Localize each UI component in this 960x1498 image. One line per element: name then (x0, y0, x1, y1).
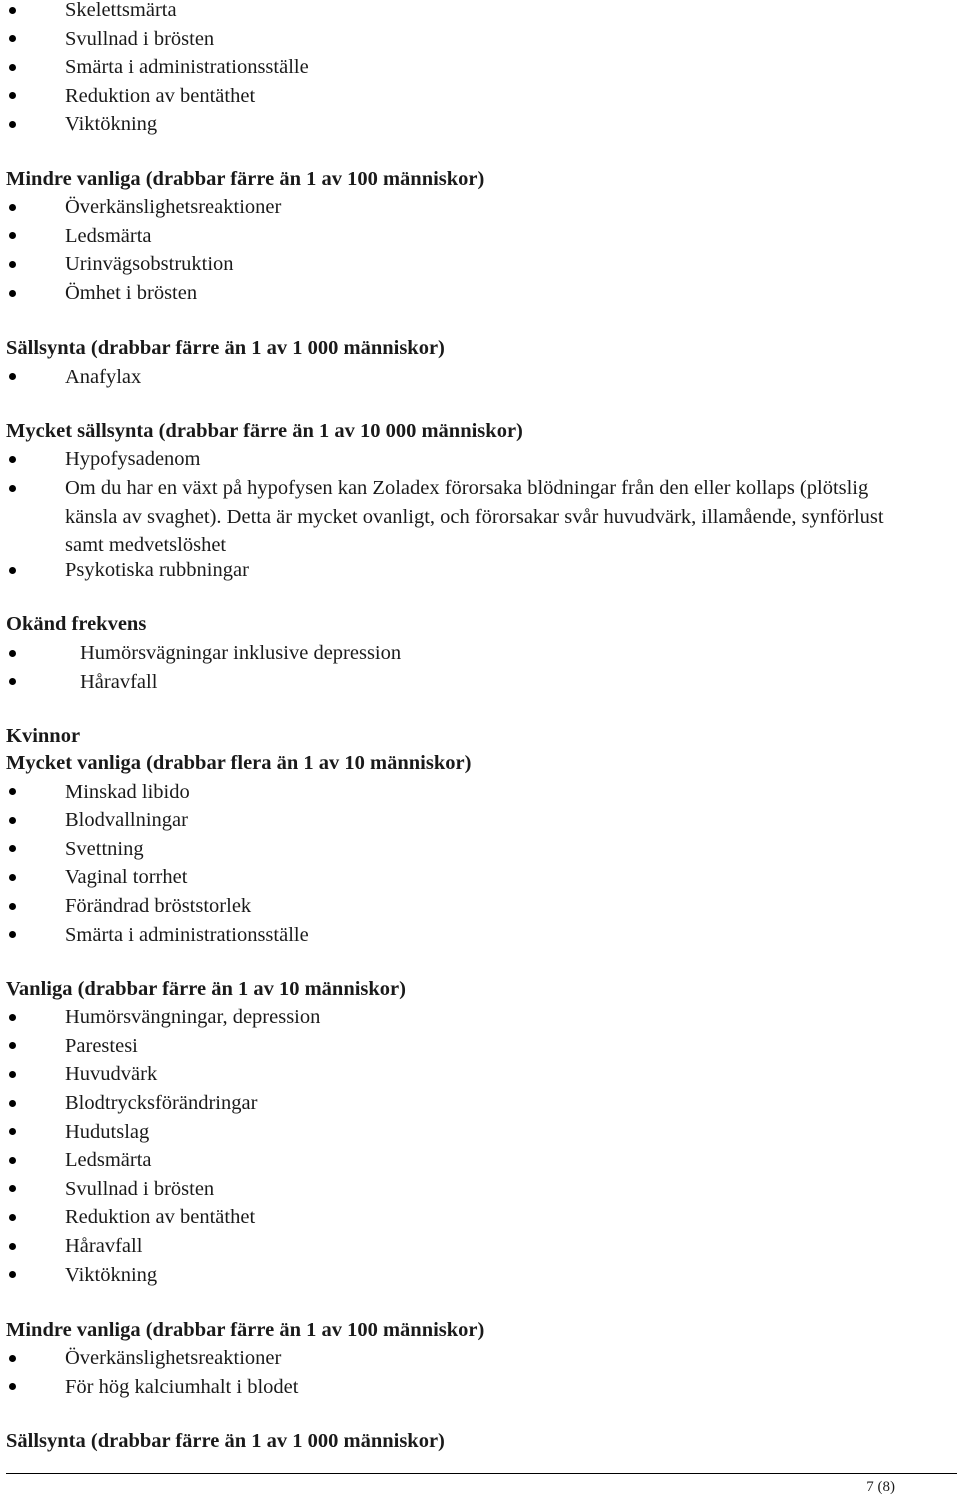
bullet (9, 678, 16, 685)
bullet (9, 92, 16, 99)
footer-rule (6, 1473, 957, 1474)
list-item: Vaginal torrhet (65, 863, 900, 892)
list-item: Svettning (65, 835, 900, 864)
bullet (9, 121, 16, 128)
bullet (9, 1243, 16, 1250)
bullet (9, 1128, 16, 1135)
bullet (9, 817, 16, 824)
list-item: Viktökning (65, 1261, 900, 1290)
bullet (9, 290, 16, 297)
page-number: 7 (8) (866, 1479, 895, 1495)
list-item: Skelettsmärta (65, 0, 900, 25)
bullet (9, 1355, 16, 1362)
bullet (9, 1100, 16, 1107)
section-heading: Mycket vanliga (drabbar flera än 1 av 10 människor) (6, 752, 472, 774)
bullet (9, 1214, 16, 1221)
list-item: Hypofysadenom (65, 445, 900, 474)
bullet (9, 485, 16, 492)
list-item: Smärta i administrationsställe (65, 921, 900, 950)
list-item: Svullnad i brösten (65, 1175, 900, 1204)
bullet (9, 456, 16, 463)
section-heading: Mindre vanliga (drabbar färre än 1 av 100 människor) (6, 167, 485, 190)
section-heading: Sällsynta (drabbar färre än 1 av 1 000 människor) (6, 1430, 445, 1453)
list-item: Reduktion av bentäthet (65, 1203, 900, 1232)
list-item: Smärta i administrationsställe (65, 53, 900, 82)
list-item: Förändrad bröststorlek (65, 892, 900, 921)
list-item: Anafylax (65, 363, 900, 392)
list-item: Ledsmärta (65, 222, 900, 251)
bullet (9, 903, 16, 910)
bullet (9, 373, 16, 380)
bullet (9, 35, 16, 42)
bullet (9, 232, 16, 239)
bullet (9, 64, 16, 71)
bullet (9, 261, 16, 268)
bullet (9, 931, 16, 938)
list-item: Blodvallningar (65, 806, 900, 835)
list-item: Parestesi (65, 1032, 900, 1061)
bullet (9, 7, 16, 14)
list-item: Överkänslighetsreaktioner (65, 1344, 900, 1373)
list-item: Psykotiska rubbningar (65, 556, 900, 585)
list-item: Urinvägsobstruktion (65, 250, 900, 279)
list-item: Håravfall (65, 1232, 900, 1261)
bullet (9, 1071, 16, 1078)
section-heading: Mindre vanliga (drabbar färre än 1 av 100 människor) (6, 1318, 485, 1341)
list-item: Om du har en växt på hypofysen kan Zoladex förorsaka blödningar från den eller kollaps (plötslig känsla av svaghet). Detta är mycket ovanligt, och förorsakar svår huvudvärk, illamående, synförlust samt medvetslöshet (65, 474, 900, 560)
list-item: Ömhet i brösten (65, 279, 900, 308)
list-item: Reduktion av bentäthet (65, 82, 900, 111)
list-item: Överkänslighetsreaktioner (65, 193, 900, 222)
list-item: Hudutslag (65, 1118, 900, 1147)
bullet (9, 1042, 16, 1049)
bullet (9, 567, 16, 574)
list-item: Ledsmärta (65, 1146, 900, 1175)
section-heading: Kvinnor (6, 724, 81, 747)
list-item: Minskad libido (65, 778, 900, 807)
list-item: Humörsvängningar, depression (65, 1003, 900, 1032)
bullet (9, 1157, 16, 1164)
list-item: Huvudvärk (65, 1060, 900, 1089)
list-item: Viktökning (65, 110, 900, 139)
list-item: För hög kalciumhalt i blodet (65, 1373, 900, 1402)
bullet (9, 788, 16, 795)
list-item: Humörsvägningar inklusive depression (80, 639, 900, 668)
section-heading: Vanliga (drabbar färre än 1 av 10 människor) (6, 977, 406, 1000)
list-item: Håravfall (80, 668, 900, 697)
bullet (9, 1185, 16, 1192)
list-item: Blodtrycksförändringar (65, 1089, 900, 1118)
bullet (9, 204, 16, 211)
bullet (9, 1383, 16, 1390)
bullet (9, 874, 16, 881)
bullet (9, 650, 16, 657)
bullet (9, 1271, 16, 1278)
bullet (9, 1014, 16, 1021)
list-item: Svullnad i brösten (65, 25, 900, 54)
bullet (9, 845, 16, 852)
section-heading: Okänd frekvens (6, 613, 147, 636)
section-heading: Mycket sällsynta (drabbar färre än 1 av 10 000 människor) (6, 419, 523, 442)
section-heading: Sällsynta (drabbar färre än 1 av 1 000 människor) (6, 337, 445, 359)
